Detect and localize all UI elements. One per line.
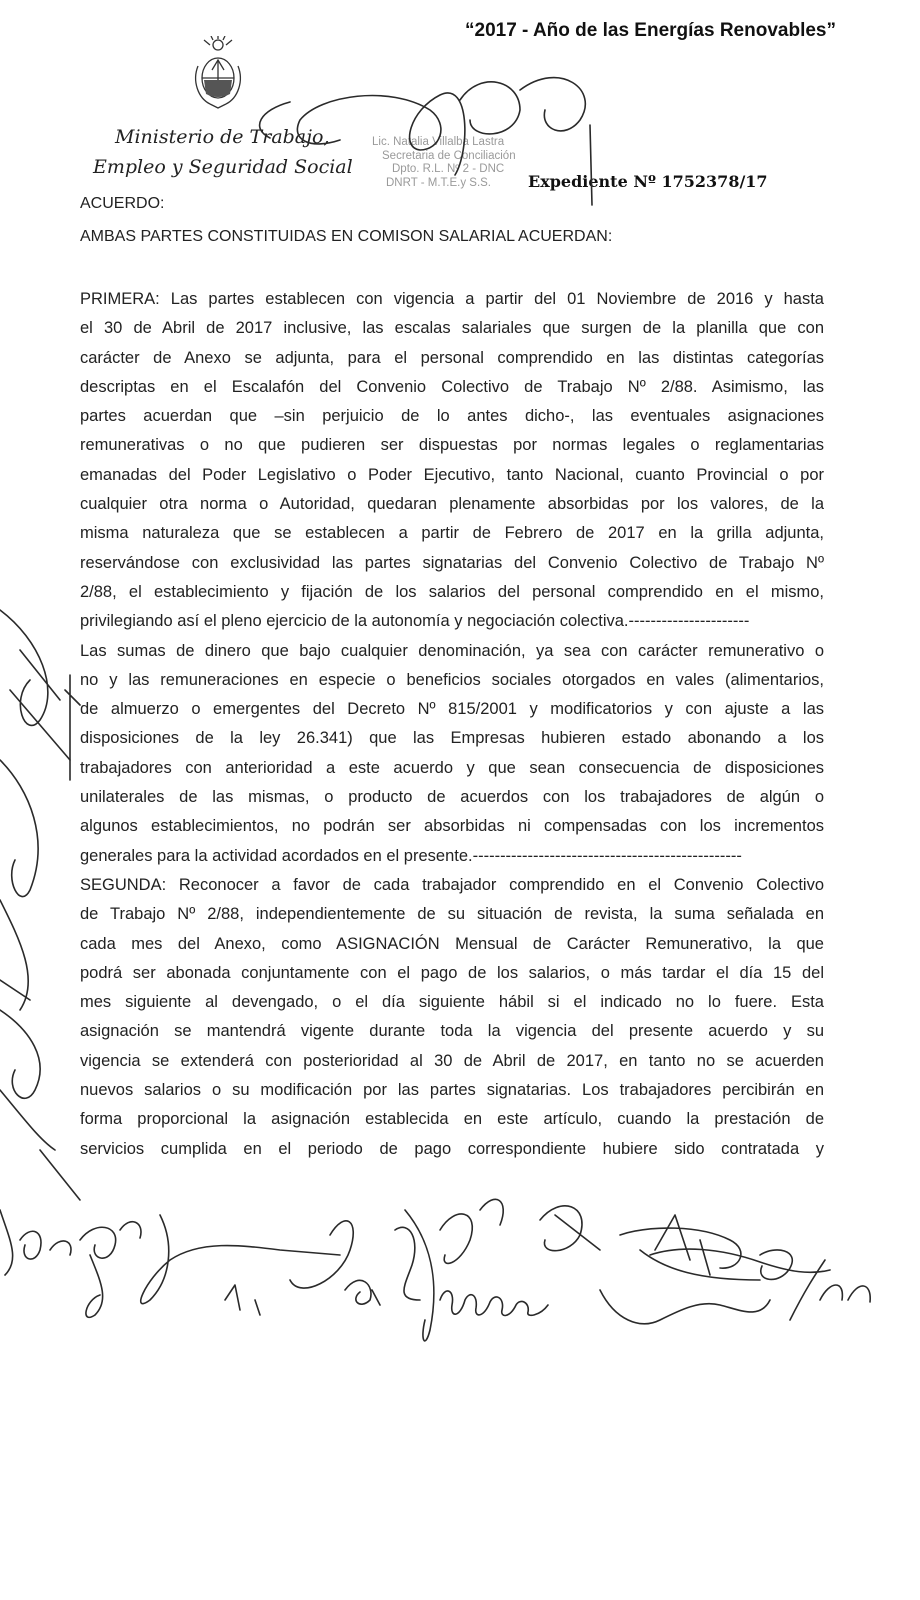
body-line: vigencia se extenderá con posterioridad al 30 de Abril de 2017, en tanto no se acuerden xyxy=(80,1051,824,1070)
heading-parties: AMBAS PARTES CONSTITUIDAS EN COMISON SALARIAL ACUERDAN: xyxy=(80,228,613,245)
body-line: de Trabajo Nº 2/88, independientemente de su situación de revista, la suma señalada en xyxy=(80,905,824,924)
body-line: cualquier otra norma o Autoridad, quedaran plenamente absorbidas por los valores, de la xyxy=(80,495,824,514)
body-line: nuevos salarios o su modificación por las partes signatarias. Los trabajadores percibirán en xyxy=(80,1081,824,1100)
body-line: misma naturaleza que se establecen a partir de Febrero de 2017 en la grilla adjunta, xyxy=(80,524,824,543)
body-line: mes siguiente al devengado, o el día siguiente hábil si el indicado no lo fuere. Esta xyxy=(80,993,824,1012)
body-line: carácter de Anexo se adjunta, para el personal comprendido en las distintas categorías xyxy=(80,348,824,367)
body-line: algunos establecimientos, no podrán ser absorbidas ni compensadas con los incrementos xyxy=(80,817,824,836)
coat-of-arms-icon xyxy=(190,36,246,112)
body-line: reservándose con exclusividad las partes signatarias del Convenio Colectivo de Trabajo Nº xyxy=(80,553,824,572)
body-line: remunerativas o no que pudieren ser dispuestas por normas legales o reglamentarias xyxy=(80,436,824,455)
case-number: Expediente Nº 1752378/17 xyxy=(528,172,768,191)
body-line: cada mes del Anexo, como ASIGNACIÓN Mensual de Carácter Remunerativo, la que xyxy=(80,934,824,953)
body-line: asignación se mantendrá vigente durante toda la vigencia del presente acuerdo y su xyxy=(80,1022,824,1041)
stamp-line: Lic. Natalia Villalba Lastra xyxy=(372,136,505,148)
body-line: servicios cumplida en el periodo de pago correspondiente hubiere sido contratada y xyxy=(80,1139,824,1158)
official-stamp xyxy=(372,136,516,190)
body-line: SEGUNDA: Reconocer a favor de cada trabajador comprendido en el Convenio Colectivo xyxy=(80,875,824,894)
body-line: emanadas del Poder Legislativo o Poder Ejecutivo, tanto Nacional, cuanto Provincial o por xyxy=(80,465,824,484)
body-line: Las sumas de dinero que bajo cualquier denominación, ya sea con carácter remunerativo o xyxy=(80,641,824,660)
body-line: descriptas en el Escalafón del Convenio Colectivo de Trabajo Nº 2/88. Asimismo, las xyxy=(80,377,824,396)
body-line: unilaterales de las mismas, o producto de acuerdos con los trabajadores de algún o xyxy=(80,788,824,807)
body-line: partes acuerdan que –sin perjuicio de lo antes dicho-, las eventuales asignaciones xyxy=(80,407,824,426)
ministry-line-1: Ministerio de Trabajo, xyxy=(115,126,330,148)
stamp-line: Dpto. R.L. Nº 2 - DNC xyxy=(392,163,505,175)
body-line: trabajadores con anterioridad a este acuerdo y que sean consecuencia de disposiciones xyxy=(80,758,824,777)
ministry-name xyxy=(93,122,375,182)
body-line: disposiciones de la ley 26.341) que las Empresas hubieren estado abonando a los xyxy=(80,729,824,748)
body-line: generales para la actividad acordados en el presente.------------------------------------------------- xyxy=(80,846,742,865)
body-line: privilegiando así el pleno ejercicio de la autonomía y negociación colectiva.---------------------- xyxy=(80,612,750,631)
body-line: de almuerzo o emergentes del Decreto Nº 815/2001 y modificatorios y con ajuste a las xyxy=(80,700,824,719)
agreement-body xyxy=(80,285,824,1164)
body-line: el 30 de Abril de 2017 inclusive, las escalas salariales que surgen de la planilla que con xyxy=(80,319,824,338)
heading-acuerdo: ACUERDO: xyxy=(80,195,165,212)
body-line: PRIMERA: Las partes establecen con vigencia a partir del 01 Noviembre de 2016 y hasta xyxy=(80,290,824,308)
stamp-line: Secretaria de Conciliación xyxy=(382,149,516,162)
body-line: podrá ser abonada conjuntamente con el pago de los salarios, o más tardar el día 15 del xyxy=(80,963,824,982)
body-line: no y las remuneraciones en especie o beneficios sociales otorgados en vales (alimentarios, xyxy=(80,670,824,689)
year-motto: “2017 - Año de las Energías Renovables” xyxy=(465,20,836,41)
body-line: forma proporcional la asignación establecida en este artículo, cuando la prestación de xyxy=(80,1110,824,1129)
ministry-line-2: Empleo y Seguridad Social xyxy=(93,156,353,178)
stamp-line: DNRT - M.T.E.y S.S. xyxy=(386,176,492,189)
body-line: 2/88, el establecimiento y fijación de los salarios del personal comprendido en el mismo, xyxy=(80,582,824,601)
